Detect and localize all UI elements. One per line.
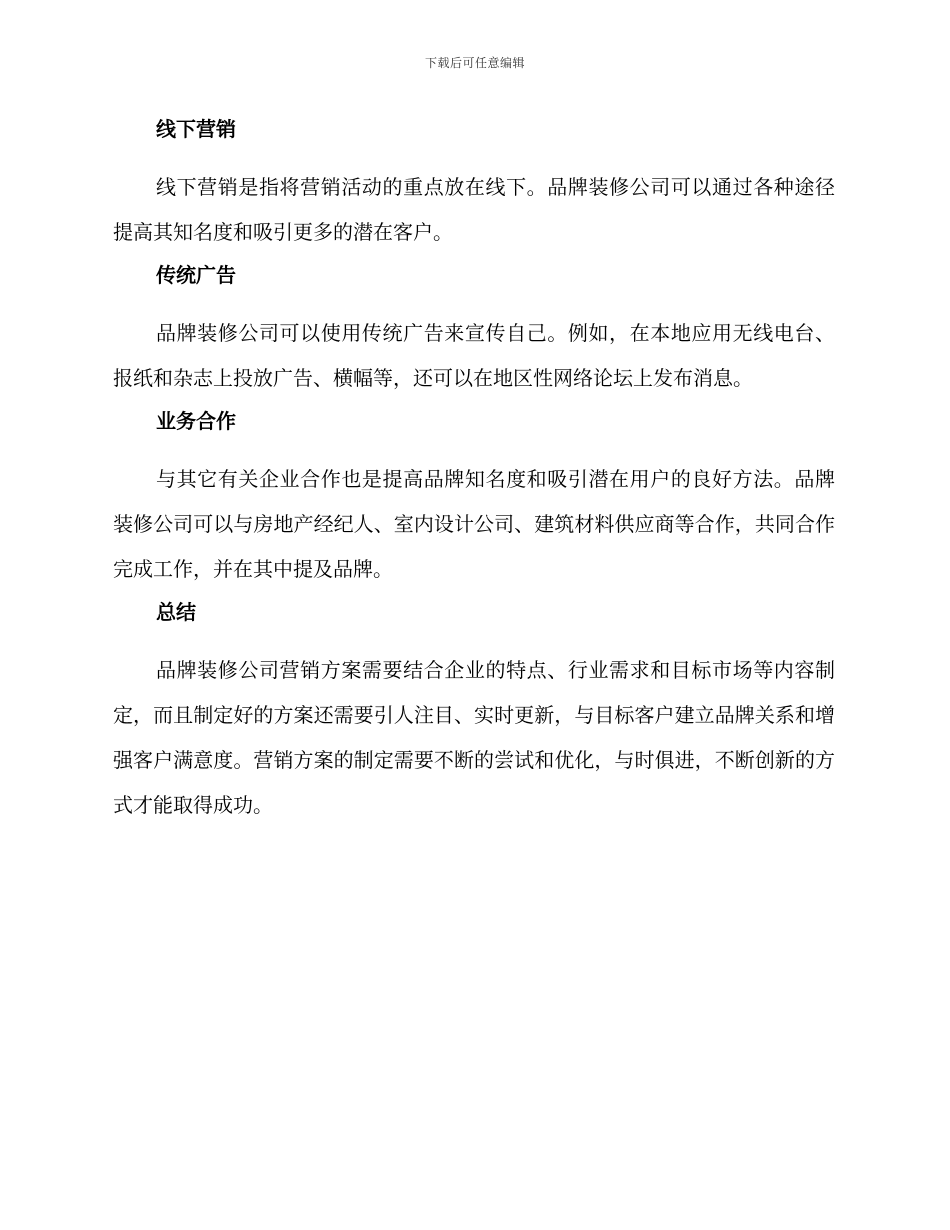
section-business-cooperation (113, 405, 835, 592)
section-heading: 传统广告 (156, 263, 236, 287)
section-heading: 业务合作 (156, 409, 236, 433)
section-paragraph: 品牌装修公司营销方案需要结合企业的特点、行业需求和目标市场等内容制定，而且制定好的方案还需要引人注目、实时更新，与目标客户建立品牌关系和增强客户满意度。营销方案的制定需要不断的尝试和优化，与时俱进，不断创新的方式才能取得成功。 (113, 658, 835, 817)
section-traditional-ads (113, 259, 835, 401)
section-paragraph: 线下营销是指将营销活动的重点放在线下。品牌装修公司可以通过各种途径提高其知名度和吸引更多的潜在客户。 (113, 175, 835, 244)
section-heading: 总结 (156, 600, 196, 624)
header-note: 下载后可任意编辑 (424, 56, 525, 70)
section-offline-marketing (113, 113, 835, 255)
document-content (113, 110, 835, 832)
section-summary (113, 596, 835, 828)
section-heading: 线下营销 (156, 117, 236, 141)
section-paragraph: 品牌装修公司可以使用传统广告来宣传自己。例如，在本地应用无线电台、报纸和杂志上投放广告、横幅等，还可以在地区性网络论坛上发布消息。 (113, 321, 835, 390)
section-paragraph: 与其它有关企业合作也是提高品牌知名度和吸引潜在用户的良好方法。品牌装修公司可以与房地产经纪人、室内设计公司、建筑材料供应商等合作，共同合作完成工作，并在其中提及品牌。 (113, 467, 835, 581)
